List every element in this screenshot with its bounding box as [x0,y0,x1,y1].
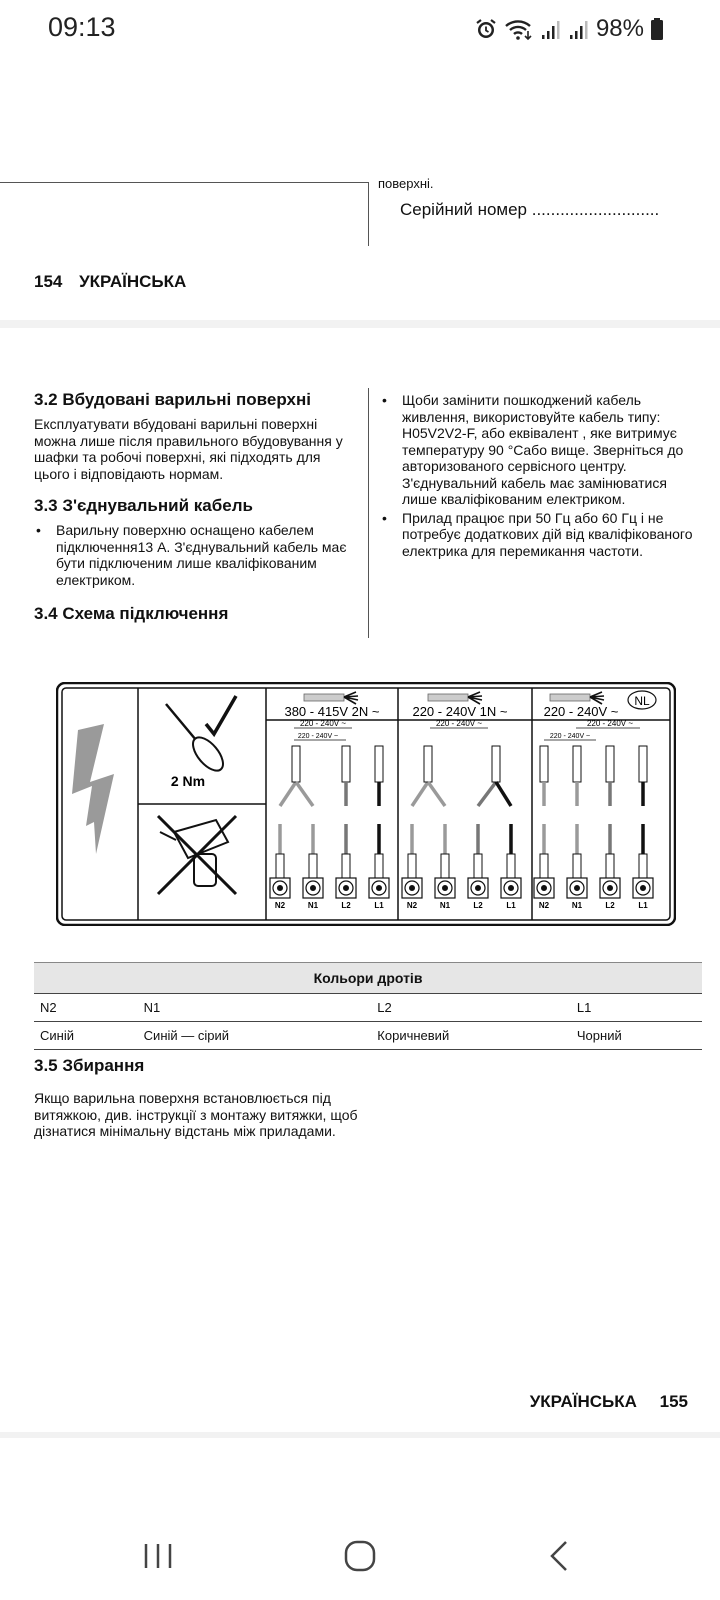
section-title: 3.4 Схема підключення [34,604,229,623]
terminal-label: L2 [605,901,615,910]
recent-apps-icon[interactable] [138,1536,178,1576]
connector-block [606,854,614,878]
section-title: 3.2 Вбудовані варильні поверхні [34,390,311,409]
terminal-screw [277,885,283,891]
section-text: Якщо варильна поверхня встановлюється під витяжкою, див. інструкції з монтажу витяжки, щоб дізнатися мінімальну відстань між приладами. [34,1090,358,1139]
terminal-label: L2 [341,901,351,910]
connector-block [573,746,581,782]
connector-block [441,854,449,878]
section-assembly [34,1056,364,1140]
terminal-screw [376,885,382,891]
battery-icon [650,17,664,41]
back-icon[interactable] [540,1536,580,1576]
connector-block [375,746,383,782]
column-divider [368,388,369,638]
terminal-label: L2 [473,901,483,910]
page-footer-left [34,272,186,292]
voltage-label: 380 - 415V 2N ~ [284,704,380,719]
connector-block [408,854,416,878]
status-bar [0,0,720,58]
bullet-list [380,392,698,559]
list-item: • Прилад працює при 50 Гц або 60 Гц і не потребує додаткових дій від кваліфікованого електрика для перемикання частоти. [380,510,698,560]
terminal-screw [310,885,316,891]
bridge-label: 220 - 240V ~ [299,719,347,728]
terminal-label: N1 [439,901,451,910]
table-cell: Синій [34,1022,138,1050]
table-cell: L2 [371,994,571,1022]
section-title: 3.5 Збирання [34,1056,145,1075]
bridge-label: 220 - 240V ~ [297,733,339,740]
list-item: • Варильну поверхню оснащено кабелем підключення13 А. З'єднувальний кабель має бути підключеним лише кваліфікованим електриком. [34,522,354,588]
connector-block [292,746,300,782]
terminal-label: N2 [406,901,418,910]
terminal-screw [343,885,349,891]
page-language: УКРАЇНСЬКА [79,272,187,291]
connector-block [309,854,317,878]
table-row [34,994,702,1022]
terminal-label: L1 [638,901,648,910]
bridge-label: 220 - 240V ~ [586,719,634,728]
terminal-screw [409,885,415,891]
table-header: Кольори дротів [34,963,702,994]
terminal-screw [475,885,481,891]
table-cell: Синій — сірий [138,1022,372,1050]
connector-block [276,854,284,878]
alarm-icon [474,17,498,41]
left-column [34,390,354,630]
signal-icon [568,17,590,41]
table-cell: Чорний [571,1022,702,1050]
connector-block [507,854,515,878]
signal-icon [540,17,562,41]
terminal-screw [640,885,646,891]
list-item: • Щоби замінити пошкоджений кабель живлення, використовуйте кабель типу: H05V2V2-F, або еквівалент , яке витримує температуру 90 °Cабо вище. Зверніться до авторизованого сервісного центру. З'єднувальний кабель має замінюватися лише кваліфікованим електриком. [380,392,698,508]
table-row [34,1022,702,1050]
connector-block [424,746,432,782]
page-number: 154 [34,272,63,291]
terminal-label: N1 [571,901,583,910]
page-footer-right [530,1392,688,1412]
terminal-screw [442,885,448,891]
divider [368,182,369,246]
battery-percent: 98% [595,15,644,42]
connector-block [492,746,500,782]
terminal-label: N1 [307,901,319,910]
connector-block [606,746,614,782]
voltage-label: 220 - 240V ~ [543,704,619,719]
connector-block [474,854,482,878]
connector-block [342,746,350,782]
clipped-line: поверхні. [378,176,434,191]
home-icon[interactable] [340,1536,380,1576]
terminal-label: N2 [274,901,286,910]
bridge-label: 220 - 240V ~ [435,719,483,728]
divider [0,182,368,183]
page-language: УКРАЇНСЬКА [529,1392,637,1411]
voltage-label: 220 - 240V 1N ~ [412,704,508,719]
terminal-screw [607,885,613,891]
status-icons [474,12,664,46]
table-cell: L1 [571,994,702,1022]
table-cell: Коричневий [371,1022,571,1050]
terminal-label: L1 [506,901,516,910]
wire-color-table [34,962,702,1050]
terminal-screw [574,885,580,891]
wiring-diagram [56,682,676,926]
section-text: Експлуатувати вбудовані варильні поверхні можна лише після правильного вбудовування у шафки та робочі поверхні, які підходять для цього і відповідають нормам. [34,416,343,482]
wifi-icon [504,17,534,41]
section-title: 3.3 З'єднувальний кабель [34,496,253,515]
connector-block [573,854,581,878]
page-number: 155 [659,1392,688,1411]
table-cell: N1 [138,994,372,1022]
nl-badge: NL [634,694,650,708]
terminal-screw [541,885,547,891]
terminal-screw [508,885,514,891]
torque-label: 2 Nm [170,773,206,789]
connector-block [342,854,350,878]
connector-block [540,854,548,878]
connector-block [639,854,647,878]
bullet-list [34,522,354,588]
status-time: 09:13 [48,12,116,42]
bridge-label: 220 - 240V ~ [549,733,591,740]
connector-block [540,746,548,782]
right-column [380,392,698,561]
terminal-label: L1 [374,901,384,910]
serial-number-line: Серійний номер ........................... [400,200,660,219]
connector-block [375,854,383,878]
table-cell: N2 [34,994,138,1022]
terminal-label: N2 [538,901,550,910]
connector-block [639,746,647,782]
